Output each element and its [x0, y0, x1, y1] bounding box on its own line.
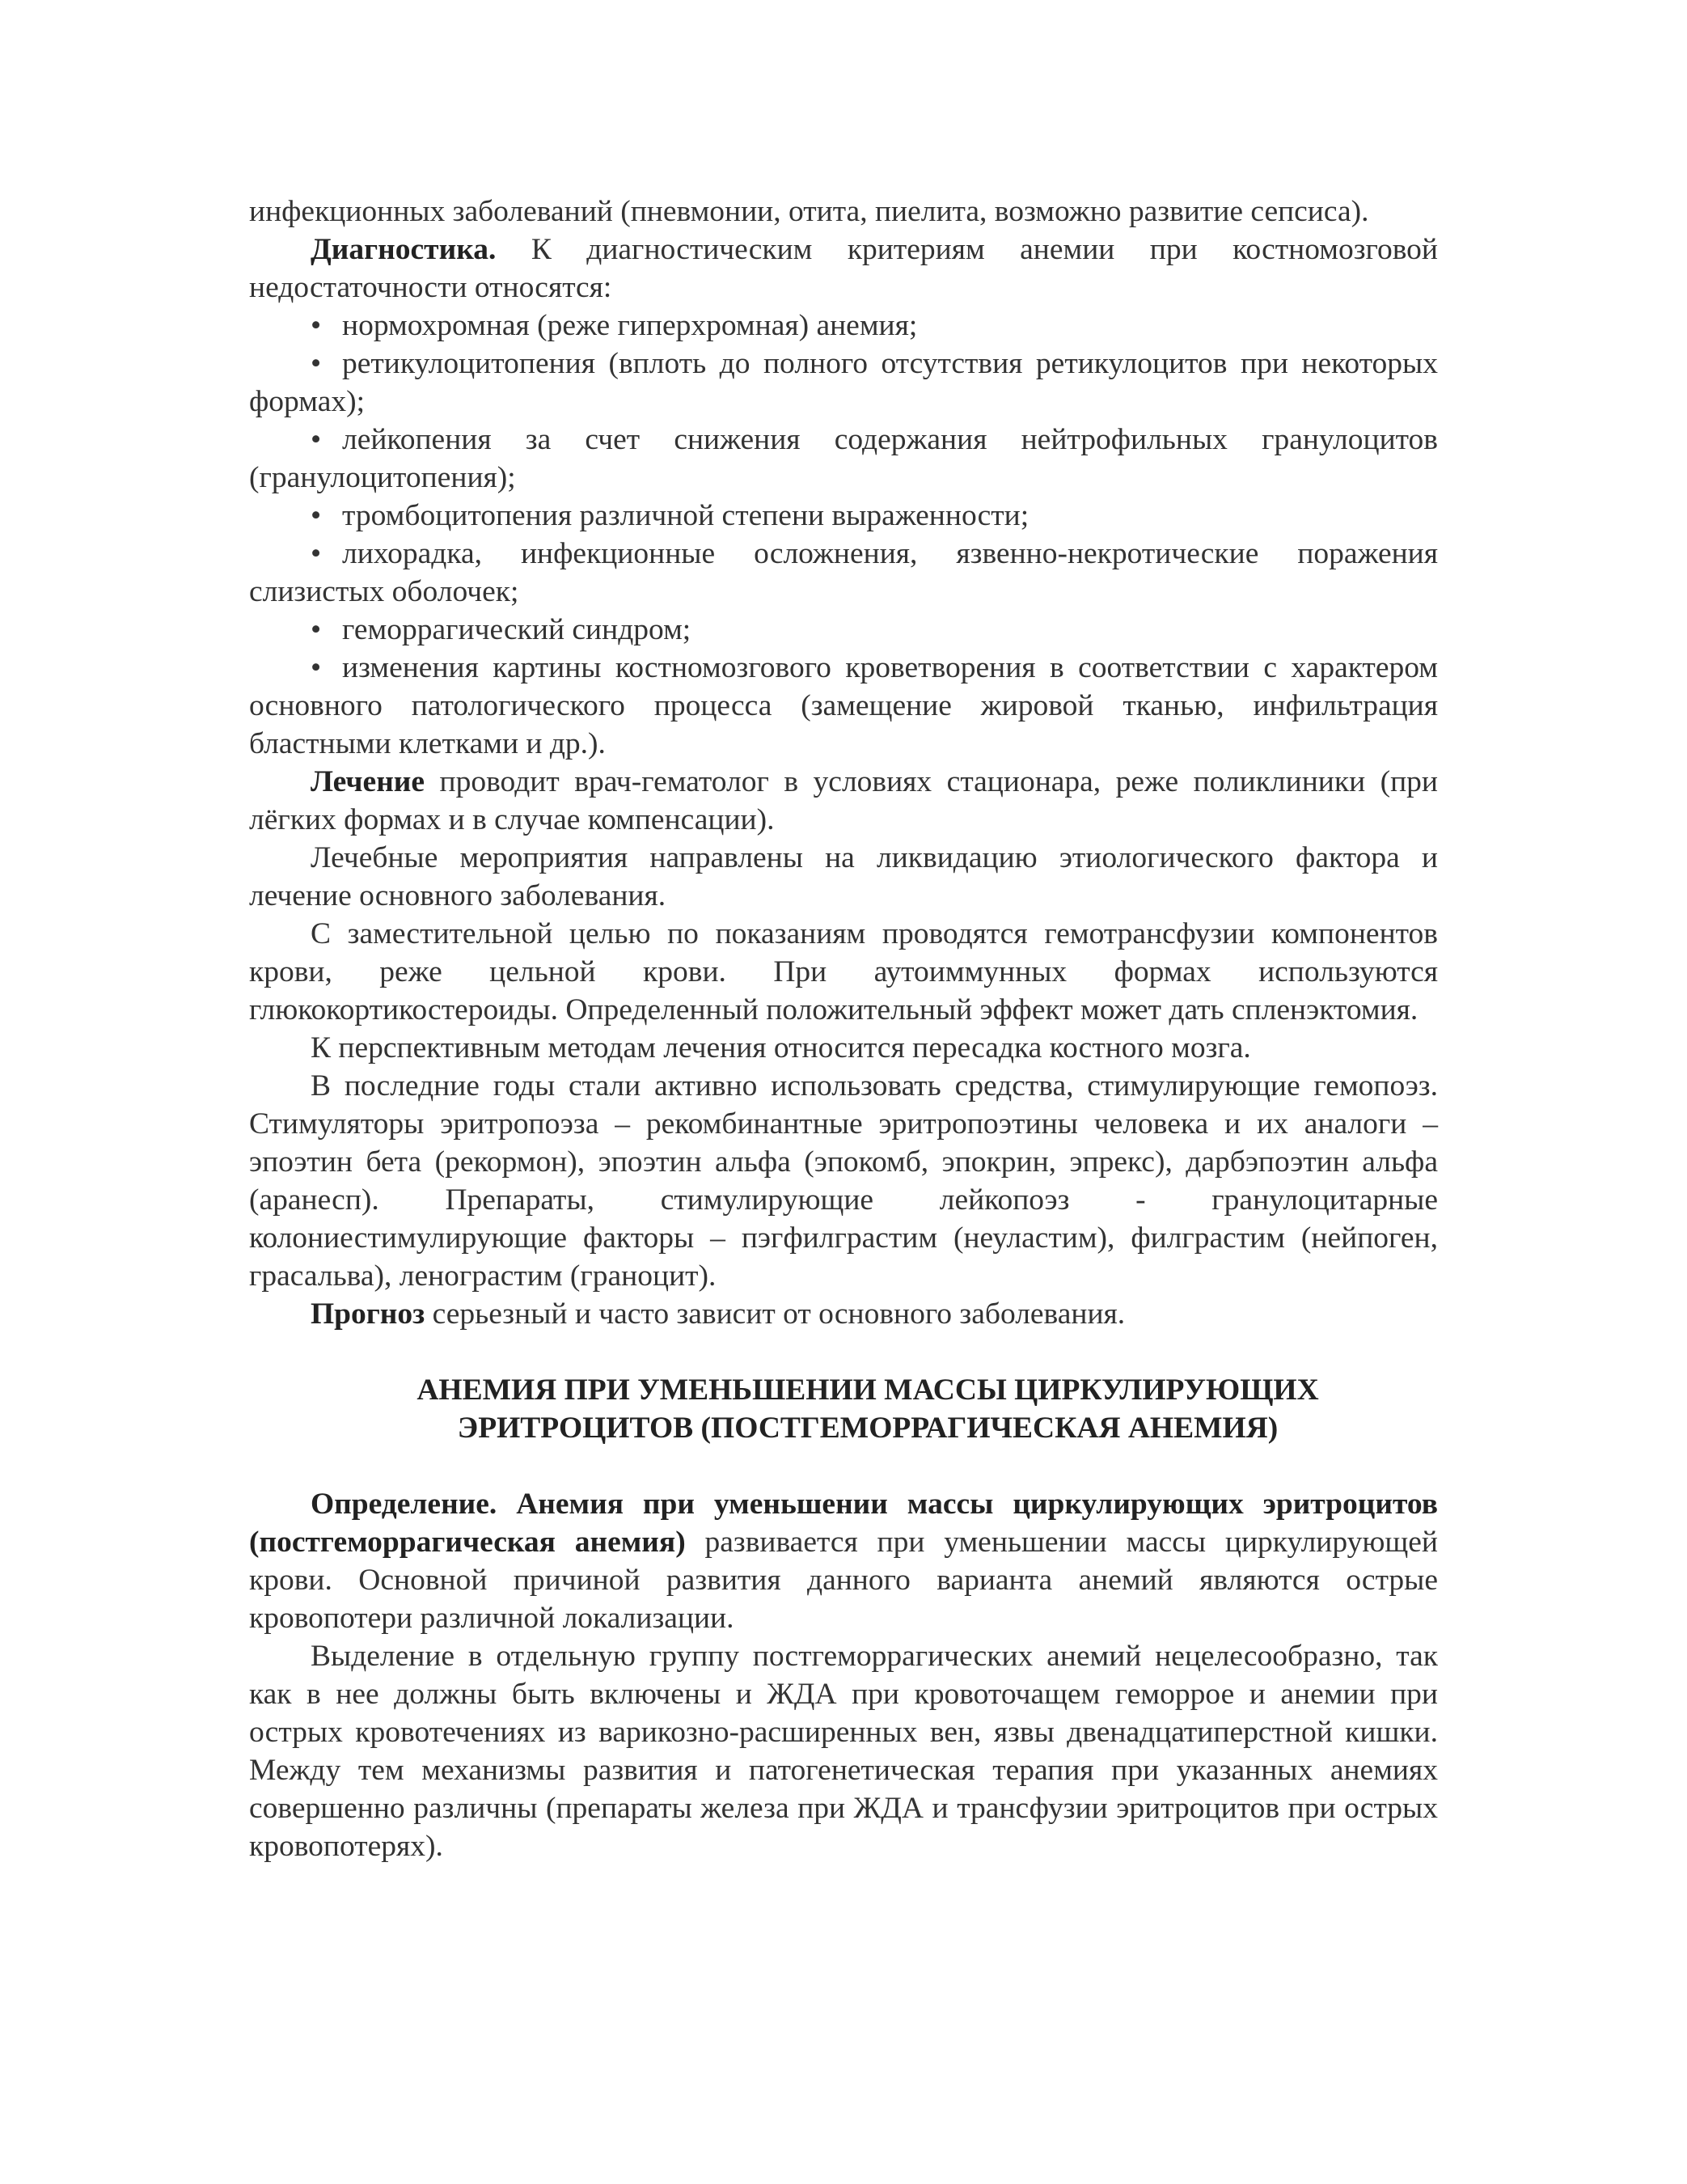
- bullet-item: • лейкопения за счет снижения содержания нейтрофильных гранулоцитов (гранулоцитопения);: [249, 421, 1438, 497]
- paragraph-diagnostics: [249, 231, 1438, 307]
- paragraph-substitution: С заместительной целью по показаниям проводятся гемотрансфузии компонентов крови, реже цельной крови. При аутоиммунных формах используются глюкокортикостероиды. Определенный положительный эффект может дать спленэктомия.: [249, 917, 1438, 1026]
- diagnostics-text: К диагностическим критериям анемии при костномозговой недостаточности относятся:: [249, 233, 1438, 304]
- bullet-item: • лихорадка, инфекционные осложнения, язвенно-некротические поражения слизистых оболочек;: [249, 535, 1438, 611]
- paragraph-perspective: К перспективным методам лечения относится пересадка костного мозга.: [311, 1031, 1251, 1064]
- paragraph-separate-group: Выделение в отдельную группу постгеморрагических анемий нецелесообразно, так как в нее должны быть включены и ЖДА при кровоточащем геморрое и анемии при острых кровотечениях из варикозно-расширенных вен, язвы двенадцатиперстной кишки. Между тем механизмы развития и патогенетическая терапия при указанных анемиях совершенно различны (препараты железа при ЖДА и трансфузии эритроцитов при острых кровопотерях).: [249, 1640, 1438, 1863]
- treatment-text: проводит врач-гематолог в условиях стационара, реже поликлиники (при лёгких формах и в случае компенсации).: [249, 765, 1438, 836]
- document-page: [249, 193, 1438, 1865]
- bullet-item: • тромбоцитопения различной степени выраженности;: [249, 497, 1438, 535]
- paragraph-measures: Лечебные мероприятия направлены на ликвидацию этиологического фактора и лечение основного заболевания.: [249, 841, 1438, 912]
- prognosis-text: серьезный и часто зависит от основного заболевания.: [425, 1297, 1126, 1331]
- bullet-item: • нормохромная (реже гиперхромная) анемия;: [249, 307, 1438, 345]
- paragraph-intro: инфекционных заболеваний (пневмонии, отита, пиелита, возможно развитие сепсиса).: [249, 195, 1369, 228]
- bullet-item: • геморрагический синдром;: [249, 611, 1438, 649]
- treatment-heading: Лечение: [311, 765, 425, 798]
- prognosis-heading: Прогноз: [311, 1297, 425, 1331]
- section-heading-line2: ЭРИТРОЦИТОВ (ПОСТГЕМОРРАГИЧЕСКАЯ АНЕМИЯ): [457, 1412, 1279, 1445]
- paragraph-definition: [249, 1485, 1438, 1637]
- section-heading-line1: АНЕМИЯ ПРИ УМЕНЬШЕНИИ МАССЫ ЦИРКУЛИРУЮЩИХ: [416, 1373, 1319, 1407]
- section-heading: [249, 1371, 1438, 1447]
- definition-heading: Определение. Анемия при уменьшении массы циркулирующих эритроцитов (постгеморрагическая анемия): [249, 1488, 1438, 1559]
- paragraph-treatment: [249, 763, 1438, 839]
- paragraph-prognosis: [249, 1295, 1438, 1333]
- bullet-item: • ретикулоцитопения (вплоть до полного отсутствия ретикулоцитов при некоторых формах);: [249, 345, 1438, 421]
- diagnostics-heading: Диагностика.: [311, 233, 497, 266]
- definition-text: развивается при уменьшении массы циркулирующей крови. Основной причиной развития данного варианта анемий являются острые кровопотери различной локализации.: [249, 1526, 1438, 1635]
- bullet-item: • изменения картины костномозгового кроветворения в соответствии с характером основного патологического процесса (замещение жировой тканью, инфильтрация бластными клетками и др.).: [249, 649, 1438, 763]
- paragraph-recent: В последние годы стали активно использовать средства, стимулирующие гемопоэз. Стимуляторы эритропоэза – рекомбинантные эритропоэтины человека и их аналоги – эпоэтин бета (рекормон), эпоэтин альфа (эпокомб, эпокрин, эпрекс), дарбэпоэтин альфа (аранесп). Препараты, стимулирующие лейкопоэз - гранулоцитарные колониестимулирующие факторы – пэгфилграстим (неуластим), филграстим (нейпоген, грасальва), ленограстим (граноцит).: [249, 1069, 1438, 1293]
